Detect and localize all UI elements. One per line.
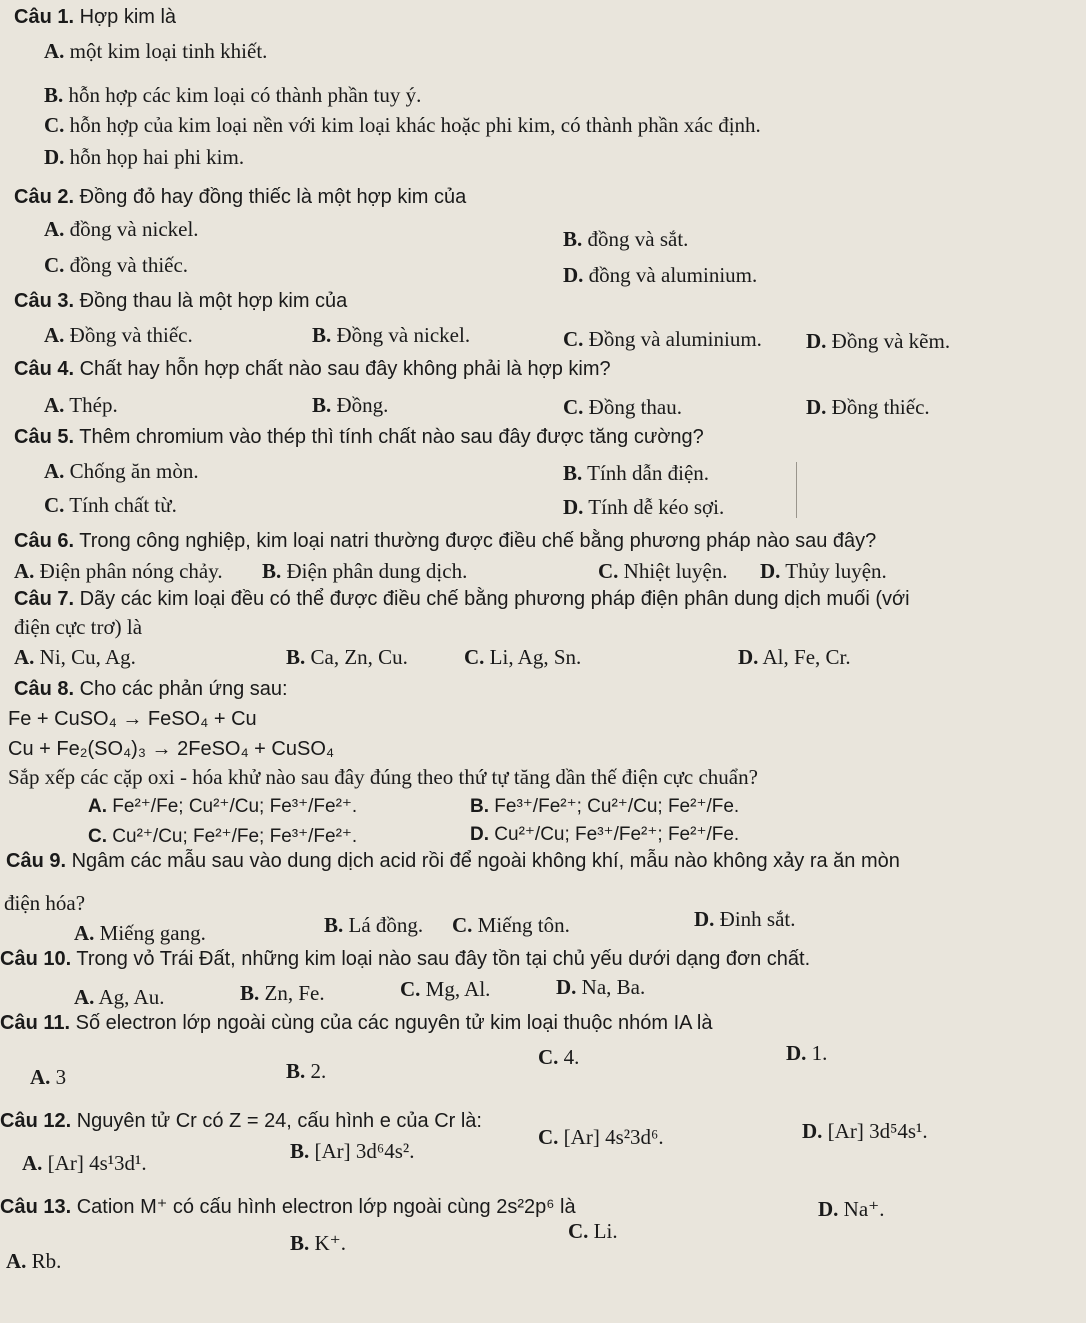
question-8: Câu 8. Cho các phản ứng sau: (14, 678, 288, 700)
q10-option-d: D. Na, Ba. (556, 975, 646, 999)
question-11: Câu 11. Số electron lớp ngoài cùng của các nguyên tử kim loại thuộc nhóm IA là (0, 1012, 713, 1034)
question-7: Câu 7. Dãy các kim loại đều có thể được điều chế bằng phương pháp điện phân dung dịch muối (với (14, 588, 910, 610)
reaction-1: Fe + CuSO₄ → FeSO₄ + Cu (8, 708, 257, 730)
question-1 (14, 4, 176, 30)
q13-option-d: D. Na⁺. (818, 1197, 885, 1221)
question-10: Câu 10. Trong vỏ Trái Đất, những kim loại nào sau đây tồn tại chủ yếu dưới dạng đơn chất. (0, 948, 811, 970)
q1-text: Hợp kim là (79, 6, 177, 28)
q1-option-b: B. hỗn hợp các kim loại có thành phần tuy ý. (44, 83, 422, 107)
q4-option-a: A. Thép. (44, 393, 118, 417)
q10-option-b: B. Zn, Fe. (240, 981, 325, 1005)
q6-option-c: C. Nhiệt luyện. (598, 559, 728, 583)
q3-option-c: C. Đồng và aluminium. (563, 327, 762, 351)
question-3: Câu 3. Đồng thau là một hợp kim của (14, 290, 348, 312)
q3-option-d: D. Đồng và kẽm. (806, 329, 951, 353)
q4-option-d: D. Đồng thiếc. (806, 395, 930, 419)
reaction-2: Cu + Fe₂(SO₄)₃ → 2FeSO₄ + CuSO₄ (8, 738, 335, 760)
q13-option-a: A. Rb. (6, 1249, 62, 1273)
q12-option-d: D. [Ar] 3d⁵4s¹. (802, 1119, 928, 1143)
q8-option-c: C. Cu²⁺/Cu; Fe²⁺/Fe; Fe³⁺/Fe²⁺. (88, 826, 358, 847)
q2-option-a: A. đồng và nickel. (44, 217, 199, 241)
q7-option-b: B. Ca, Zn, Cu. (286, 645, 408, 669)
q7-option-d: D. Al, Fe, Cr. (738, 645, 851, 669)
q4-option-b: B. Đồng. (312, 393, 389, 417)
q12-option-b: B. [Ar] 3d⁶4s². (290, 1139, 415, 1163)
q5-option-b: B. Tính dẫn điện. (563, 461, 710, 485)
q10-option-a: A. Ag, Au. (74, 985, 165, 1009)
q5-option-a: A. Chống ăn mòn. (44, 459, 199, 483)
q6-option-b: B. Điện phân dung dịch. (262, 559, 468, 583)
q10-option-c: C. Mg, Al. (400, 977, 491, 1001)
question-2: Câu 2. Đồng đỏ hay đồng thiếc là một hợp kim của (14, 186, 467, 208)
q11-option-b: B. 2. (286, 1059, 327, 1083)
q1-title: Câu 1. (14, 6, 75, 28)
q11-option-d: D. 1. (786, 1041, 828, 1065)
q9-option-d: D. Đinh sắt. (694, 907, 796, 931)
q2-option-b: B. đồng và sắt. (563, 227, 689, 251)
q2-option-c: C. đồng và thiếc. (44, 253, 189, 277)
margin-line (796, 462, 797, 518)
q13-option-b: B. K⁺. (290, 1231, 347, 1255)
question-8-cont: Sắp xếp các cặp oxi - hóa khử nào sau đây đúng theo thứ tự tăng dần thế điện cực chuẩn? (8, 765, 758, 789)
q12-option-a: A. [Ar] 4s¹3d¹. (22, 1151, 147, 1175)
question-9: Câu 9. Ngâm các mẫu sau vào dung dịch acid rồi để ngoài không khí, mẫu nào không xảy ra ăn mòn (6, 850, 900, 872)
q8-option-a: A. Fe²⁺/Fe; Cu²⁺/Cu; Fe³⁺/Fe²⁺. (88, 796, 358, 817)
question-12: Câu 12. Nguyên tử Cr có Z = 24, cấu hình e của Cr là: (0, 1110, 482, 1132)
q7-option-c: C. Li, Ag, Sn. (464, 645, 582, 669)
q1-option-a: A. một kim loại tinh khiết. (44, 39, 268, 63)
q7-option-a: A. Ni, Cu, Ag. (14, 645, 136, 669)
question-5: Câu 5. Thêm chromium vào thép thì tính chất nào sau đây được tăng cường? (14, 426, 704, 448)
q8-option-b: B. Fe³⁺/Fe²⁺; Cu²⁺/Cu; Fe²⁺/Fe. (470, 796, 740, 817)
q9-option-a: A. Miếng gang. (74, 921, 206, 945)
question-6: Câu 6. Trong công nghiệp, kim loại natri thường được điều chế bằng phương pháp nào sau đây? (14, 530, 877, 552)
question-9-cont: điện hóa? (4, 891, 86, 915)
question-4: Câu 4. Chất hay hỗn hợp chất nào sau đây không phải là hợp kim? (14, 358, 611, 380)
q9-option-c: C. Miếng tôn. (452, 913, 570, 937)
q5-option-d: D. Tính dễ kéo sợi. (563, 495, 725, 519)
q11-option-a: A. 3 (30, 1065, 67, 1089)
question-7-cont: điện cực trơ) là (14, 615, 143, 639)
q13-option-c: C. Li. (568, 1219, 618, 1243)
q3-option-b: B. Đồng và nickel. (312, 323, 471, 347)
q11-option-c: C. 4. (538, 1045, 580, 1069)
q9-option-b: B. Lá đồng. (324, 913, 424, 937)
q2-option-d: D. đồng và aluminium. (563, 263, 758, 287)
q1-option-d: D. hỗn họp hai phi kim. (44, 145, 245, 169)
question-13: Câu 13. Cation M⁺ có cấu hình electron lớp ngoài cùng 2s²2p⁶ là (0, 1196, 576, 1218)
q6-option-d: D. Thủy luyện. (760, 559, 887, 583)
q12-option-c: C. [Ar] 4s²3d⁶. (538, 1125, 664, 1149)
q4-option-c: C. Đồng thau. (563, 395, 682, 419)
q6-option-a: A. Điện phân nóng chảy. (14, 559, 223, 583)
q1-option-c: C. hỗn hợp của kim loại nền với kim loại khác hoặc phi kim, có thành phần xác định. (44, 113, 761, 137)
q5-option-c: C. Tính chất từ. (44, 493, 177, 517)
q3-option-a: A. Đồng và thiếc. (44, 323, 193, 347)
q8-option-d: D. Cu²⁺/Cu; Fe³⁺/Fe²⁺; Fe²⁺/Fe. (470, 824, 740, 845)
